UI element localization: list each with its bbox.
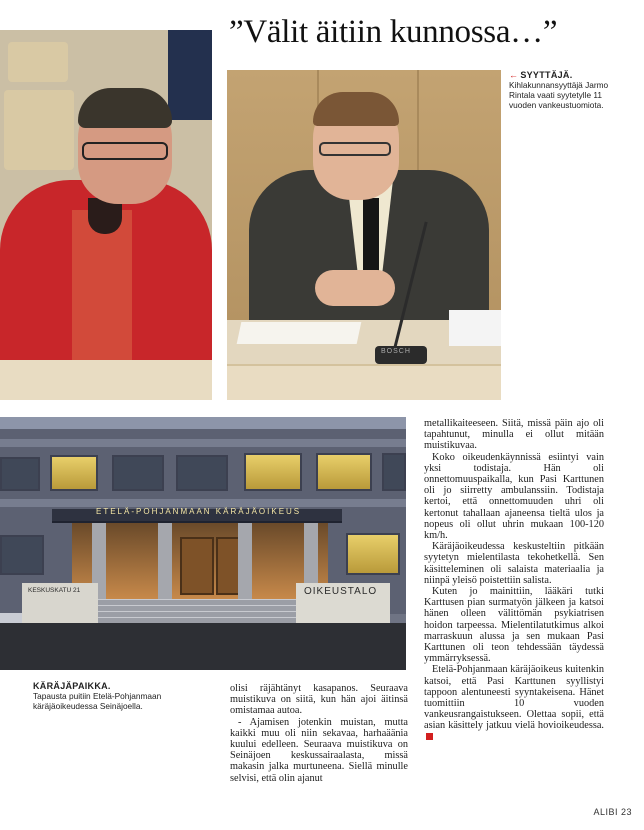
column xyxy=(238,523,252,599)
paragraph-text: Etelä-Pohjanmaan käräjäoikeus kuitenkin katsoi, että Pasi Karttunen syyllistyi tappoon alentuneesti syyntakeisena. Hänet tuomittiin 10 vuoden vankeusrangaistukseen. Olettaa sopii, että asian käsittely jatkuu vielä hovioikeudessa. xyxy=(424,664,604,732)
courtroom-desk xyxy=(0,360,212,400)
glasses xyxy=(319,142,391,156)
end-mark-icon xyxy=(426,733,433,740)
article-column-middle xyxy=(230,683,408,784)
document-paper xyxy=(237,322,362,344)
building-sign: OIKEUSTALO xyxy=(304,586,378,597)
courthouse-photo xyxy=(0,417,406,670)
article-headline: ”Välit äitiin kunnossa…” xyxy=(229,14,558,50)
courtroom-seat xyxy=(8,42,68,82)
courtroom-seat xyxy=(4,90,74,170)
prosecutor-caption xyxy=(509,70,619,110)
defendant-hair xyxy=(78,88,172,128)
paragraph: - Ajamisen jotenkin muistan, mutta kaikki muu oli niin sekavaa, harhaäänia kuului edelleen. Seuraava muistikuva on Seinäjoen keskussairaalasta, missä makasin jalka murtuneena. Siellä minulle selvisi, että olin ajanut xyxy=(230,716,408,784)
paragraph-last xyxy=(424,664,604,742)
paragraph: Kuten jo mainittiin, lääkäri tutki Karttusen pian surmatyön jälkeen ja katsoi hänen olleen välittömän psykiatrisen hoidon tarpeessa. Mielentilatutkimus alkoi marraskuun alussa ja sen mukaan Pasi Karttunen oli teon tehdessään täydessä ymmärryksessä. xyxy=(424,586,604,665)
entrance-door xyxy=(180,537,214,595)
prosecutor-caption-title: SYYTTÄJÄ. xyxy=(520,70,573,80)
window xyxy=(244,453,302,491)
desk-edge xyxy=(227,364,501,400)
column xyxy=(158,523,172,599)
ground xyxy=(0,623,406,670)
window xyxy=(176,455,228,491)
window xyxy=(382,453,406,491)
glasses xyxy=(82,142,168,160)
sky xyxy=(0,417,406,429)
hands xyxy=(315,270,395,306)
defendant-photo xyxy=(0,30,212,400)
window xyxy=(0,457,40,491)
facade-band xyxy=(0,499,406,507)
courthouse-caption xyxy=(33,681,218,711)
facade-band xyxy=(0,439,406,447)
window xyxy=(50,455,98,491)
prosecutor-caption-head xyxy=(509,70,619,80)
article-column-right xyxy=(424,418,604,743)
paragraph: Käräjäoikeudessa keskusteltiin pitkään syytetyn mielentilasta tekohetkellä. Sen käsitteleminen oli salaista materiaalia ja niinpä yleisö poistettiin salista. xyxy=(424,541,604,586)
courthouse-caption-title: KÄRÄJÄPAIKKA. xyxy=(33,681,111,691)
courthouse-sign: ETELÄ-POHJANMAAN KÄRÄJÄOIKEUS xyxy=(96,507,302,516)
window xyxy=(112,455,164,491)
page-number: ALIBI 23 xyxy=(593,807,632,817)
prosecutor-hair xyxy=(313,92,399,126)
prosecutor-photo xyxy=(227,70,501,400)
arrow-left-icon: ← xyxy=(509,70,519,80)
paragraph: metallikaiteeseen. Siitä, missä päin ajo oli tapahtunut, minulla ei ollut mitään muistikuvaa. xyxy=(424,418,604,452)
prosecutor-caption-text: Kihlakunnansyyttäjä Jarmo Rintala vaati syytetylle 11 vuoden vankeustuomiota. xyxy=(509,80,609,110)
street-sign: KESKUSKATU 21 xyxy=(28,587,81,594)
paper-stack xyxy=(449,310,501,346)
paragraph: Koko oikeudenkäynnissä esiintyi vain yksi todistaja. Hän oli onnettomuuspaikalla, kun Pasi Karttunen oli jo siirretty ambulanssiin. Todistaja kertoi, että onnettomuuden uhri oli kertonut tahallaan ajaneensa tieltä ulos ja nopeus oli ollut uhrin mukaan 100-120 km/h. xyxy=(424,451,604,542)
shirt xyxy=(72,210,132,370)
window xyxy=(0,535,44,575)
microphone-brand: BOSCH xyxy=(381,348,411,355)
window xyxy=(346,533,400,575)
courthouse-caption-text: Tapausta puitiin Etelä-Pohjanmaan käräjäoikeudessa Seinäjoella. xyxy=(33,691,162,711)
window xyxy=(316,453,372,491)
officer-figure xyxy=(168,30,212,120)
paragraph: olisi räjähtänyt kasapanos. Seuraava muistikuva on siitä, kun hän ajoi äitinsä omistamaa autoa. xyxy=(230,683,408,717)
